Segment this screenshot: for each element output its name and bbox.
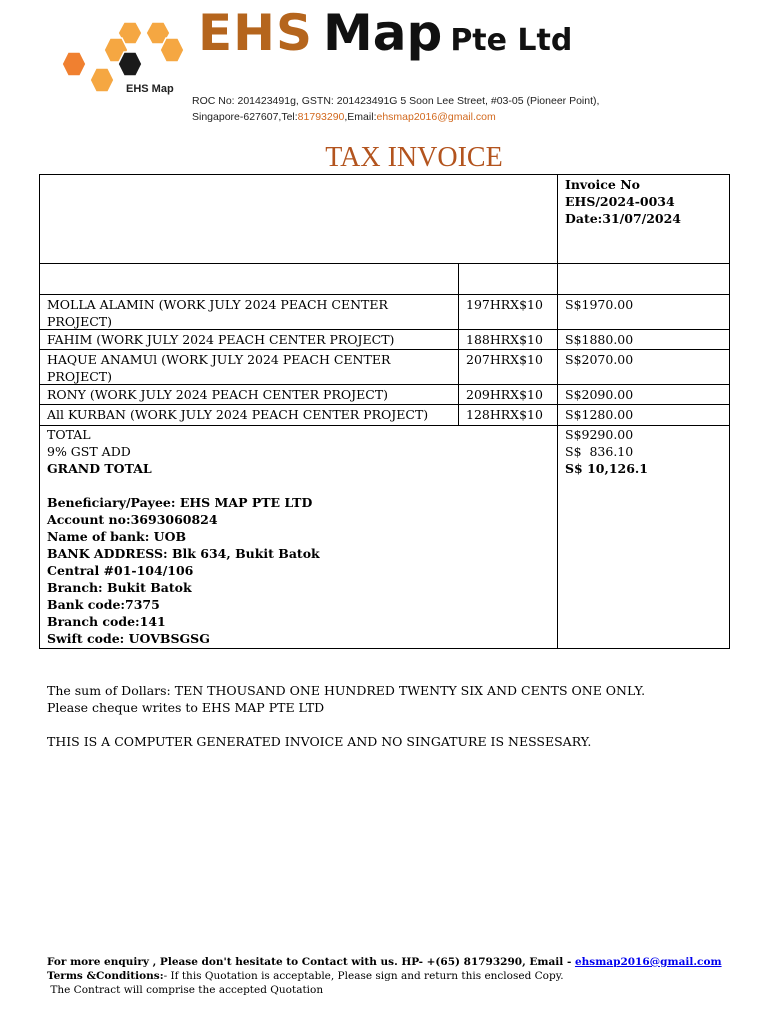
contract-line: The Contract will comprise the accepted Quotation <box>47 984 324 996</box>
table-divider-amount <box>557 174 558 649</box>
item-amount: S$2090.00 <box>565 387 634 402</box>
enquiry-line <box>47 955 722 969</box>
address-prefix: Singapore-627607,Tel: <box>192 111 298 123</box>
page-title: TAX INVOICE <box>325 142 503 173</box>
swift-code: Swift code: UOVBSGSG <box>47 631 210 646</box>
account-number: Account no:3693060824 <box>47 512 218 527</box>
amount-in-words: The sum of Dollars: TEN THOUSAND ONE HUNDRED TWENTY SIX AND CENTS ONE ONLY. <box>47 683 646 698</box>
footer-email-link[interactable]: ehsmap2016@gmail.com <box>574 956 722 968</box>
gst-value: S$ 836.10 <box>565 444 634 459</box>
beneficiary: Beneficiary/Payee: EHS MAP PTE LTD <box>47 495 313 510</box>
invoice-number: EHS/2024-0034 <box>565 194 675 209</box>
grand-total-value: S$ 10,126.1 <box>565 461 648 476</box>
table-line <box>39 294 730 295</box>
cheque-note: Please cheque writes to EHS MAP PTE LTD <box>47 700 325 715</box>
total-value: S$9290.00 <box>565 427 634 442</box>
item-description: RONY (WORK JULY 2024 PEACH CENTER PROJECT) <box>47 387 389 402</box>
address-line-1: ROC No: 201423491g, GSTN: 201423491G 5 Soon Lee Street, #03-05 (Pioneer Point), <box>192 95 600 107</box>
gst-label: 9% GST ADD <box>47 444 131 459</box>
company-address <box>192 93 599 125</box>
table-line <box>39 349 730 350</box>
company-email: ehsmap2016@gmail.com <box>376 111 496 123</box>
item-qty: 128HRX$10 <box>466 407 543 422</box>
invoice-no-label: Invoice No <box>565 177 640 192</box>
bank-address-2: Central #01-104/106 <box>47 563 194 578</box>
table-line <box>39 263 730 264</box>
logo-hex-left <box>62 52 86 76</box>
item-qty: 197HRX$10 <box>466 297 543 312</box>
company-name-map: Map <box>323 4 443 62</box>
bank-name: Name of bank: UOB <box>47 529 187 544</box>
logo-hex-mid-right <box>160 38 184 62</box>
computer-generated-note: THIS IS A COMPUTER GENERATED INVOICE AND NO SINGATURE IS NESSESARY. <box>47 734 592 749</box>
logo-hex-center-dark <box>118 52 142 76</box>
table-line <box>39 404 730 405</box>
item-qty: 209HRX$10 <box>466 387 543 402</box>
logo-label: EHS Map <box>126 83 174 95</box>
enquiry-text: For more enquiry , Please don't hesitate to Contact with us. HP- +(65) 81793290, Email - <box>47 956 575 968</box>
item-description: FAHIM (WORK JULY 2024 PEACH CENTER PROJECT) <box>47 332 395 347</box>
company-name-ehs: EHS <box>198 4 314 62</box>
invoice-date: Date:31/07/2024 <box>565 211 681 226</box>
email-label: ,Email: <box>344 111 377 123</box>
bank-code: Bank code:7375 <box>47 597 160 612</box>
item-description: HAQUE ANAMUl (WORK JULY 2024 PEACH CENTER PROJECT) <box>47 352 391 384</box>
item-amount: S$1280.00 <box>565 407 634 422</box>
terms-line <box>47 969 564 983</box>
bank-branch: Branch: Bukit Batok <box>47 580 192 595</box>
terms-text: - If this Quotation is acceptable, Please sign and return this enclosed Copy. <box>163 970 564 982</box>
item-description: All KURBAN (WORK JULY 2024 PEACH CENTER PROJECT) <box>47 407 429 422</box>
item-qty: 207HRX$10 <box>466 352 543 367</box>
grand-total-label: GRAND TOTAL <box>47 461 152 476</box>
tel-number: 81793290 <box>297 111 345 123</box>
item-qty: 188HRX$10 <box>466 332 543 347</box>
terms-label: Terms &Conditions: <box>47 970 164 982</box>
total-label: TOTAL <box>47 427 91 442</box>
table-divider-qty <box>458 263 459 425</box>
item-amount: S$2070.00 <box>565 352 634 367</box>
branch-code: Branch code:141 <box>47 614 166 629</box>
address-line-2 <box>192 109 599 125</box>
company-name <box>198 4 572 62</box>
logo-hex-bottom <box>90 68 114 92</box>
item-description: MOLLA ALAMIN (WORK JULY 2024 PEACH CENTER PROJECT) <box>47 297 388 329</box>
item-amount: S$1880.00 <box>565 332 634 347</box>
company-name-pte-ltd: Pte Ltd <box>450 23 573 58</box>
bank-address-1: BANK ADDRESS: Blk 634, Bukit Batok <box>47 546 320 561</box>
item-amount: S$1970.00 <box>565 297 634 312</box>
